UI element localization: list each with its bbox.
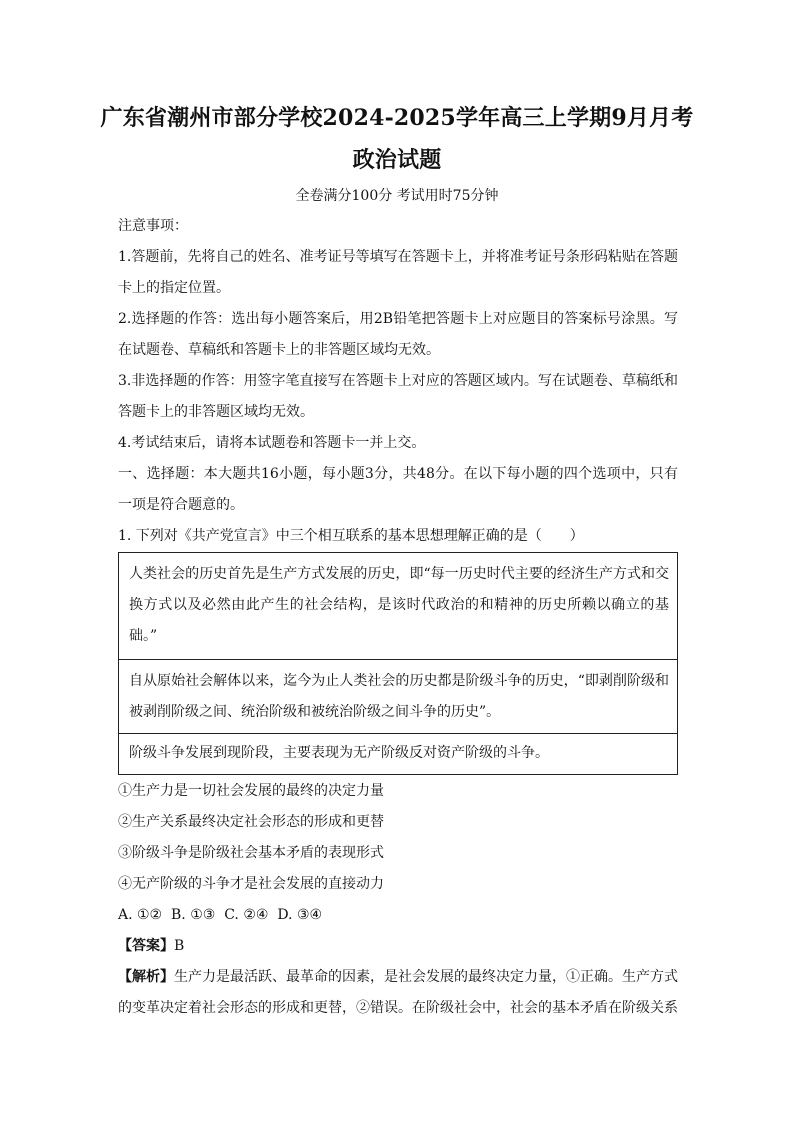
answer-line	[118, 931, 678, 962]
statement-1: ①生产力是一切社会发展的最终的决定力量	[118, 783, 384, 799]
answer-label: 【答案】	[118, 938, 174, 954]
table-row	[119, 659, 677, 733]
table-cell: 阶级斗争发展到现阶段，主要表现为无产阶级反对资产阶级的斗争。	[129, 745, 549, 761]
section1-heading: 一、选择题：本大题共16小题，每小题3分，共48分。在以下每小题的四个选项中，只有一项是符合题意的。	[118, 466, 678, 513]
table-cell: 自从原始社会解体以来，迄今为止人类社会的历史都是阶级斗争的历史，“即剥削阶级和被剥削阶级之间、统治阶级和被统治阶级之间斗争的历史”。	[129, 673, 669, 720]
notice-heading: 注意事项：	[118, 218, 188, 234]
statement-4: ④无产阶级的斗争才是社会发展的直接动力	[118, 876, 384, 892]
statement-2: ②生产关系最终决定社会形态的形成和更替	[118, 814, 384, 830]
question1-material-table	[118, 552, 678, 775]
exam-info: 全卷满分100分 考试用时75分钟	[295, 188, 499, 204]
analysis-paragraph	[118, 962, 678, 1024]
analysis-text: 生产力是最活跃、最革命的因素，是社会发展的最终决定力量，①正确。生产方式的变革决定着社会形态的形成和更替，②错误。在阶级社会中，社会的基本矛盾在阶级关系	[118, 969, 678, 1016]
question1-stem: 1. 下列对《共产党宣言》中三个相互联系的基本思想理解正确的是（ ）	[118, 528, 584, 544]
statement-3: ③阶级斗争是阶级社会基本矛盾的表现形式	[118, 845, 384, 861]
notice-item-1: 1.答题前，先将自己的姓名、准考证号等填写在答题卡上，并将准考证号条形码粘贴在答题卡上的指定位置。	[118, 249, 678, 296]
table-cell: 人类社会的历史首先是生产方式发展的历史，即“每一历史时代主要的经济生产方式和交换方式以及必然由此产生的社会结构，是该时代政治的和精神的历史所赖以确立的基础。”	[129, 566, 669, 644]
document-title-line2: 政治试题	[352, 147, 442, 173]
notice-item-4: 4.考试结束后，请将本试题卷和答题卡一并上交。	[118, 435, 426, 451]
question1-options: A. ①② B. ①③ C. ②④ D. ③④	[118, 907, 323, 923]
answer-value: B	[174, 938, 185, 954]
table-row	[119, 553, 677, 659]
notice-item-2: 2.选择题的作答：选出每小题答案后，用2B铅笔把答题卡上对应题目的答案标号涂黑。写在试题卷、草稿纸和答题卡上的非答题区域均无效。	[118, 311, 678, 358]
table-row	[119, 733, 677, 774]
notice-item-3: 3.非选择题的作答：用签字笔直接写在答题卡上对应的答题区域内。写在试题卷、草稿纸和答题卡上的非答题区域均无效。	[118, 373, 678, 420]
document-title-line1: 广东省潮州市部分学校2024-2025学年高三上学期9月月考	[100, 105, 694, 131]
analysis-label: 【解析】	[118, 969, 174, 985]
